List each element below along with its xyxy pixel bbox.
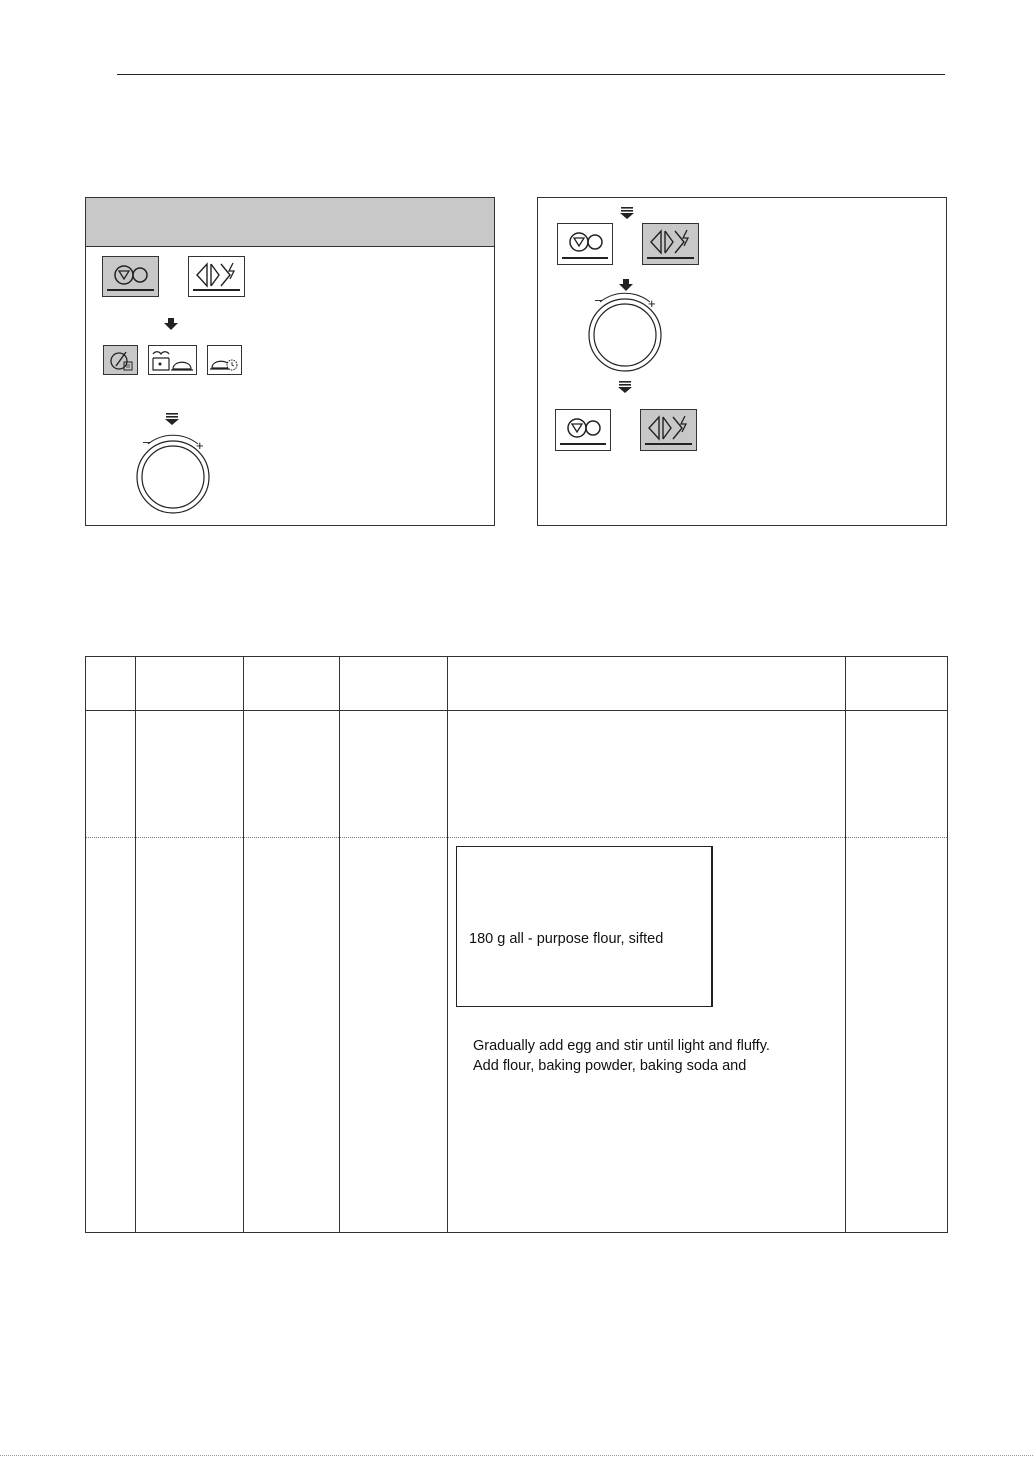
button-underline (560, 443, 606, 445)
timer-icon (208, 346, 243, 376)
ingredient-box (456, 846, 713, 1007)
left-panel-header (86, 198, 494, 247)
table-cell (340, 711, 448, 838)
stop-clear-button[interactable] (555, 409, 611, 451)
button-underline (193, 289, 240, 291)
table-header-row (86, 657, 948, 711)
timer-cook-button[interactable] (207, 345, 242, 375)
button-underline (562, 257, 608, 259)
table-cell (136, 657, 244, 711)
table-cell (448, 657, 846, 711)
autocook-button[interactable] (103, 345, 138, 375)
stop-clear-button[interactable] (102, 256, 159, 297)
stop-clear-icon (103, 257, 160, 298)
dial-plus-label: + (648, 296, 656, 311)
table-cell (86, 711, 136, 838)
table-row (86, 711, 948, 838)
table-cell (136, 838, 244, 1233)
start-icon (641, 410, 698, 452)
table-cell (86, 657, 136, 711)
autocook-icon (104, 346, 139, 376)
defrost-icon (149, 346, 198, 376)
table-cell (244, 711, 340, 838)
dial-minus-label: – (595, 292, 603, 307)
header-rule (117, 74, 945, 75)
start-icon (189, 257, 246, 298)
table-cell (244, 838, 340, 1233)
press-arrow-icon (165, 413, 179, 425)
stop-clear-icon (558, 224, 614, 266)
table-cell (340, 657, 448, 711)
dial-minus-label: – (143, 434, 151, 449)
table-cell (340, 838, 448, 1233)
bottom-dotted-edge (0, 1455, 1033, 1456)
ingredient-line: 180 g all - purpose flour, sifted (469, 931, 664, 947)
table-cell (244, 657, 340, 711)
defrost-button[interactable] (148, 345, 197, 375)
table-cell (448, 711, 846, 838)
instruction-line-2: Add flour, baking powder, baking soda and (473, 1058, 747, 1074)
start-icon (643, 224, 700, 266)
dial-plus-label: + (196, 438, 204, 453)
stop-clear-icon (556, 410, 612, 452)
table-cell (136, 711, 244, 838)
table-cell (846, 657, 948, 711)
table-cell (846, 711, 948, 838)
start-button[interactable] (188, 256, 245, 297)
press-arrow-icon (164, 318, 178, 330)
table-cell (86, 838, 136, 1233)
start-button[interactable] (642, 223, 699, 265)
press-arrow-icon (620, 207, 634, 219)
stop-clear-button[interactable] (557, 223, 613, 265)
press-arrow-icon (618, 381, 632, 393)
button-underline (645, 443, 692, 445)
instruction-line-1: Gradually add egg and stir until light and fluffy. (473, 1038, 770, 1054)
table-cell (846, 838, 948, 1233)
start-button[interactable] (640, 409, 697, 451)
button-underline (107, 289, 154, 291)
button-underline (647, 257, 694, 259)
